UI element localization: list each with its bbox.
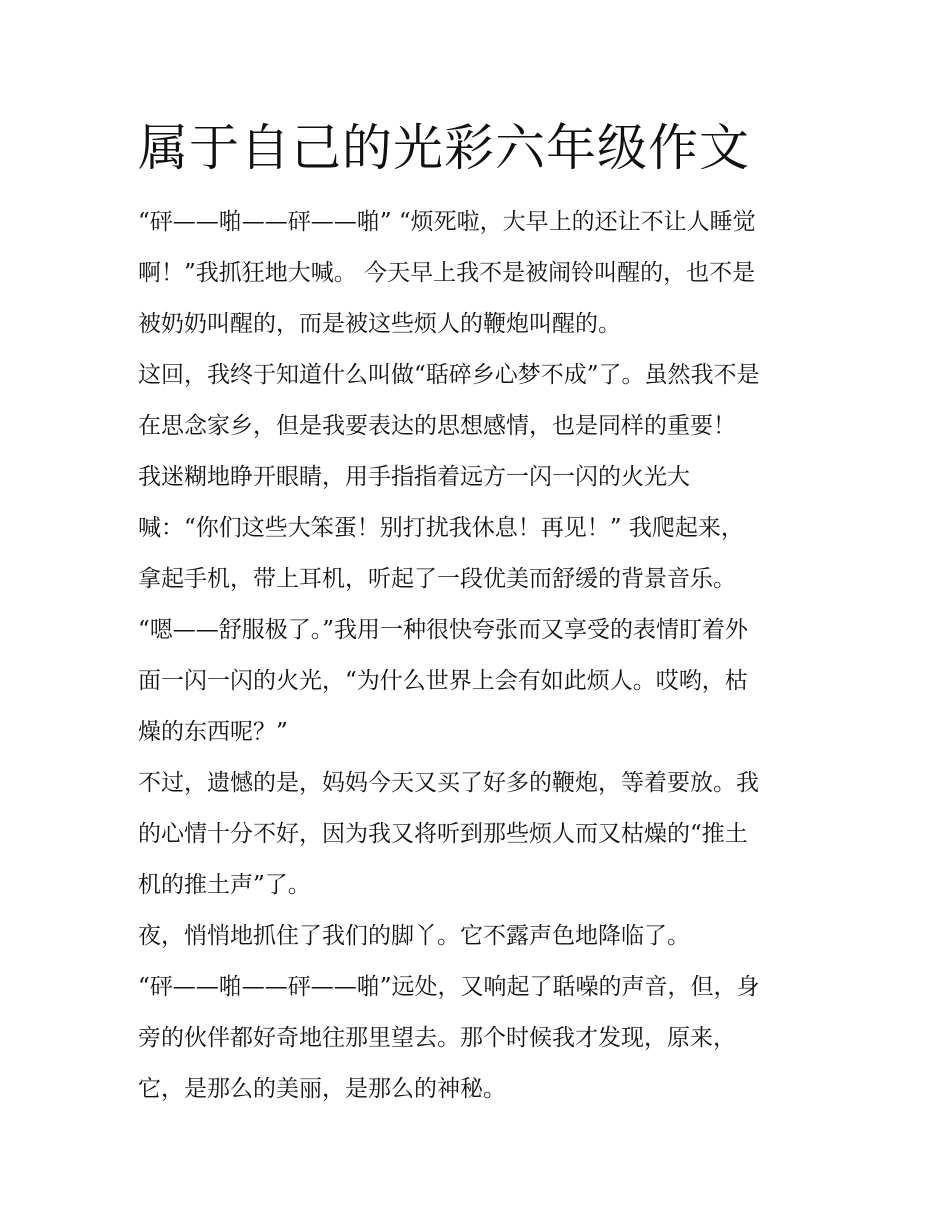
text-line: 机的推土声”了。 [138, 872, 311, 898]
text-line: 它，是那么的美丽，是那么的神秘。 [138, 1076, 506, 1102]
text-line: 旁的伙伴都好奇地往那里望去。那个时候我才发现，原来， [138, 1025, 736, 1051]
text-line: 燥的东西呢？” [138, 719, 288, 745]
text-line: “嗯——舒服极了。”我用一种很快夸张而又享受的表情盯着外 [138, 617, 749, 643]
text-line: 我迷糊地睁开眼睛，用手指指着远方一闪一闪的火光大 [138, 464, 690, 490]
text-line: 夜，悄悄地抓住了我们的脚丫。它不露声色地降临了。 [138, 923, 690, 949]
text-line: “砰——啪——砰——啪”远处，又响起了聒噪的声音，但，身 [138, 974, 760, 1000]
text-line: 喊：“你们这些大笨蛋！别打扰我休息！再见！” 我爬起来， [138, 515, 744, 541]
text-line: 被奶奶叫醒的，而是被这些烦人的鞭炮叫醒的。 [138, 311, 621, 337]
text-line: 这回，我终于知道什么叫做“聒碎乡心梦不成”了。虽然我不是 [138, 362, 760, 388]
text-line: “砰——啪——砰——啪” “烦死啦，大早上的还让不让人睡觉 [138, 209, 756, 235]
text-line: 面一闪一闪的火光，“为什么世界上会有如此烦人。哎哟，枯 [138, 668, 748, 694]
text-line: 不过，遗憾的是，妈妈今天又买了好多的鞭炮，等着要放。我 [138, 770, 759, 796]
text-line: 啊！”我抓狂地大喊。 今天早上我不是被闹铃叫醒的，也不是 [138, 260, 756, 286]
page-title: 属于自己的光彩六年级作文 [138, 119, 750, 177]
text-line: 拿起手机，带上耳机，听起了一段优美而舒缓的背景音乐。 [138, 566, 736, 592]
text-line: 的心情十分不好，因为我又将听到那些烦人而又枯燥的“推土 [138, 821, 748, 847]
essay-body [138, 197, 818, 1115]
text-line: 在思念家乡，但是我要表达的思想感情，也是同样的重要！ [138, 413, 736, 439]
